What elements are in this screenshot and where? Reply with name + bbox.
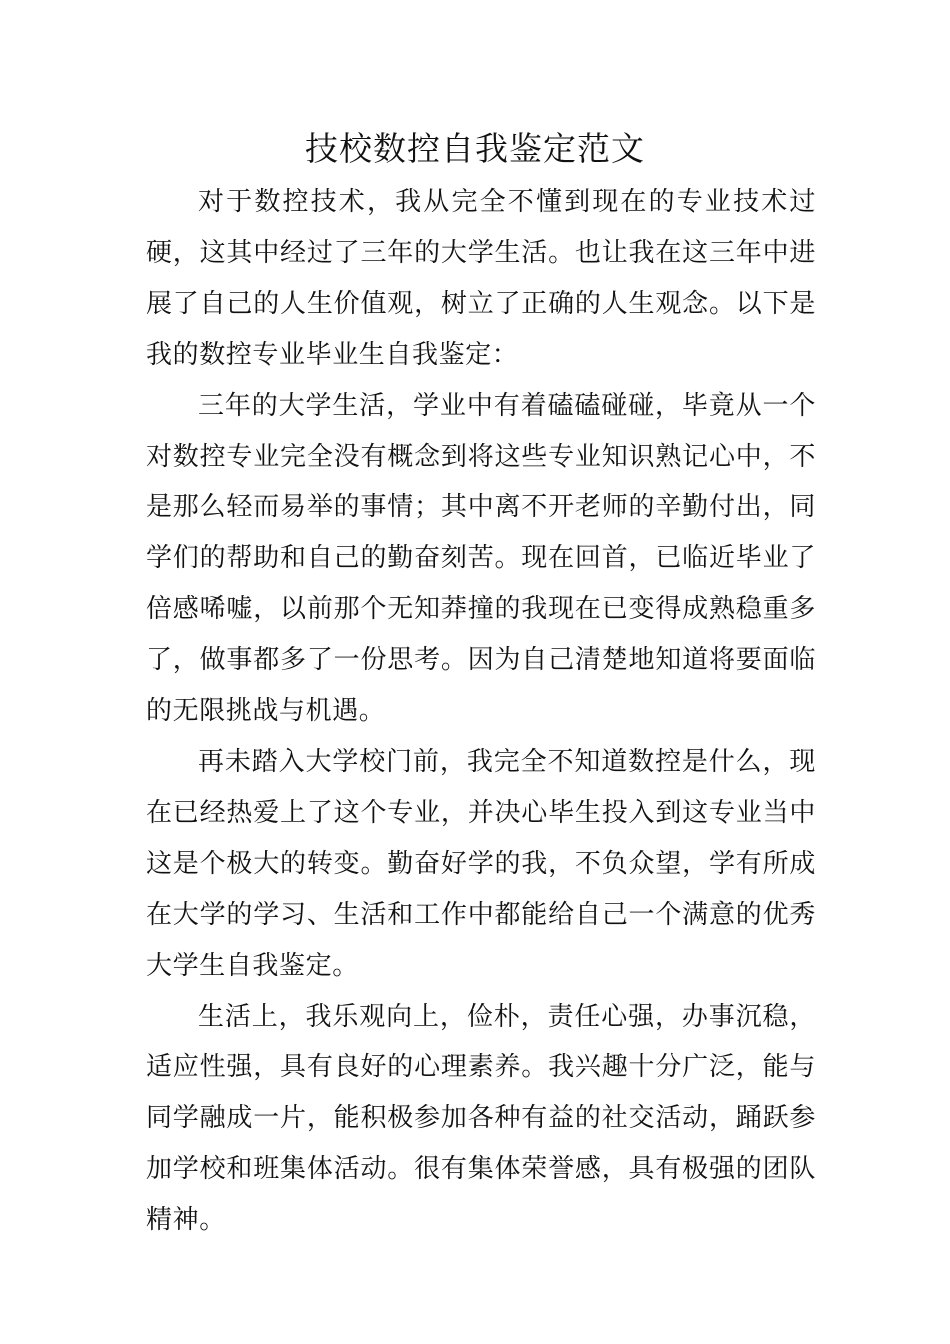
document-title: 技校数控自我鉴定范文: [305, 129, 645, 168]
paragraph-change: 再未踏入大学校门前，我完全不知道数控是什么，现在已经热爱上了这个专业，并决心毕生投入到这专业当中这是个极大的转变。勤奋好学的我，不负众望，学有所成在大学的学习、生活和工作中都能给自己一个满意的优秀大学生自我鉴定。: [146, 746, 816, 981]
paragraph-study: 三年的大学生活，学业中有着磕磕碰碰，毕竟从一个对数控专业完全没有概念到将这些专业知识熟记心中，不是那么轻而易举的事情；其中离不开老师的辛勤付出，同学们的帮助和自己的勤奋刻苦。现在回首，已临近毕业了倍感唏嘘，以前那个无知莽撞的我现在已变得成熟稳重多了，做事都多了一份思考。因为自己清楚地知道将要面临的无限挑战与机遇。: [146, 390, 816, 727]
paragraph-intro: 对于数控技术，我从完全不懂到现在的专业技术过硬，这其中经过了三年的大学生活。也让我在这三年中进展了自己的人生价值观，树立了正确的人生观念。以下是我的数控专业毕业生自我鉴定：: [146, 187, 816, 370]
paragraph-life: 生活上，我乐观向上，俭朴，责任心强，办事沉稳，适应性强，具有良好的心理素养。我兴趣十分广泛，能与同学融成一片，能积极参加各种有益的社交活动，踊跃参加学校和班集体活动。很有集体荣誉感，具有极强的团队精神。: [146, 1001, 816, 1236]
document-body: [146, 177, 816, 1246]
